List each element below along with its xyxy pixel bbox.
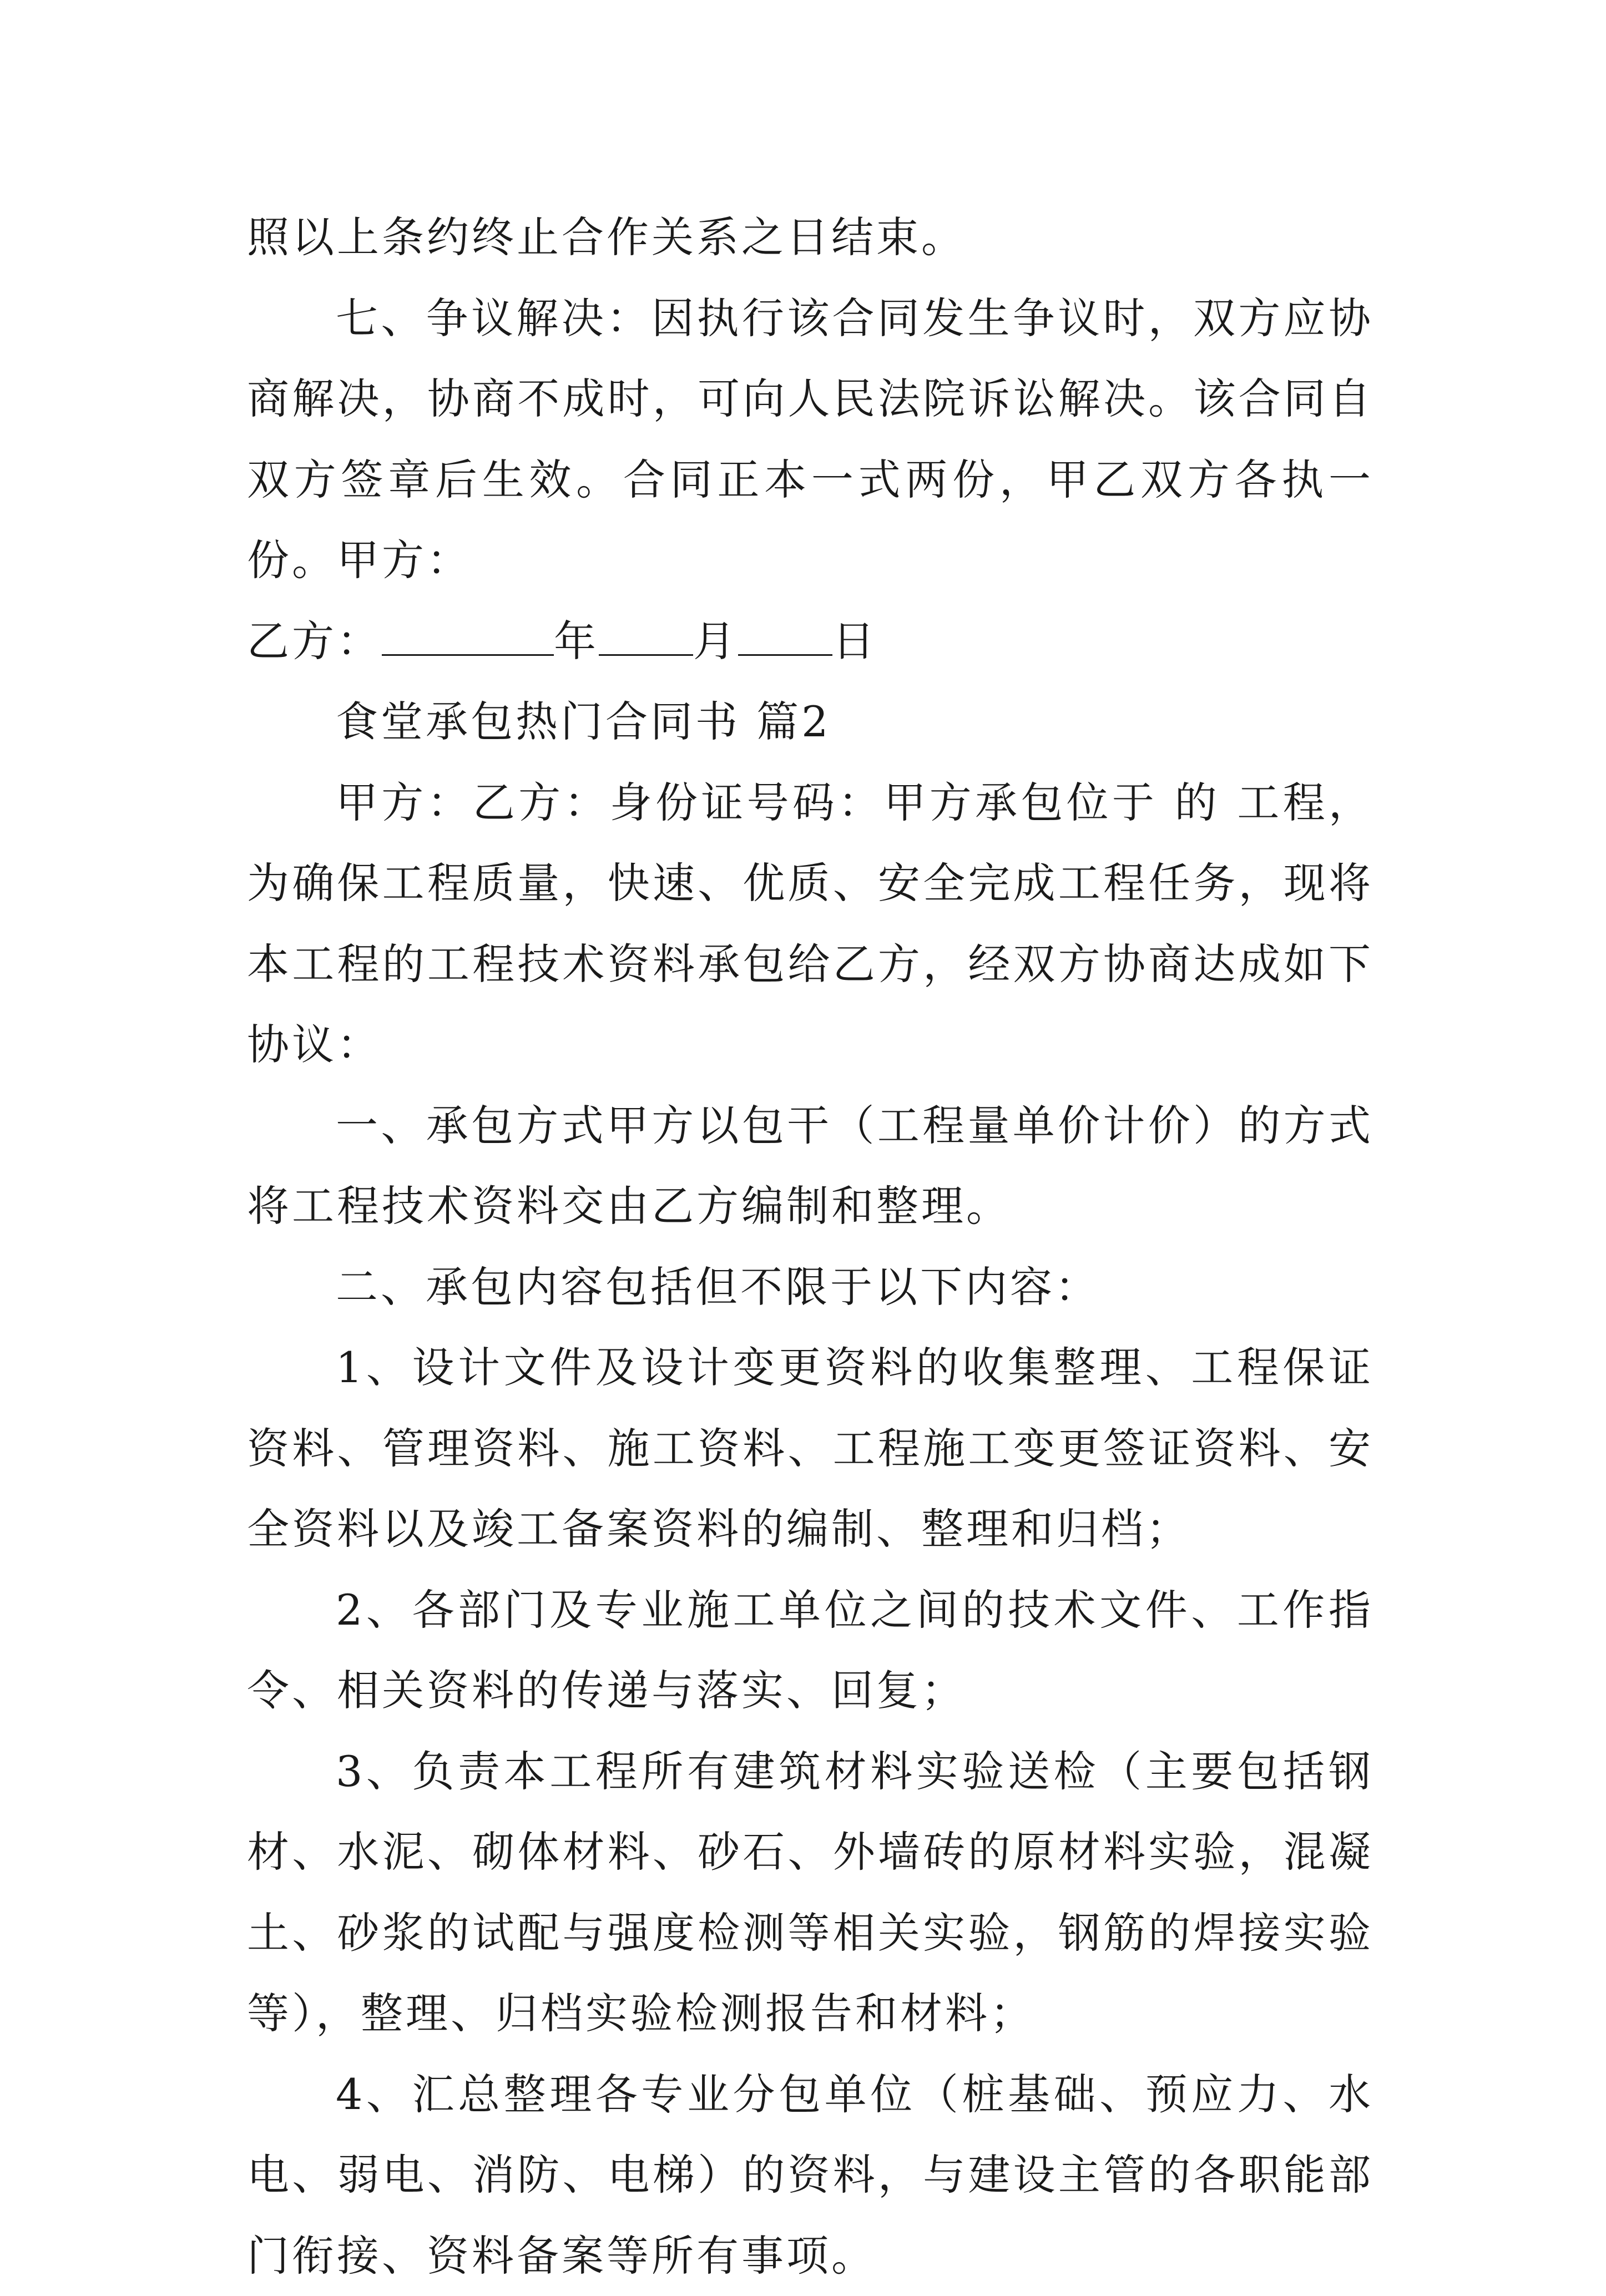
party-b-label: 乙方：	[247, 616, 382, 666]
month-label: 月	[693, 616, 738, 666]
paragraph-contract-scope: 二、承包内容包括但不限于以下内容：	[247, 1247, 1373, 1328]
party-b-blank	[382, 621, 554, 656]
paragraph-item-3: 3、负责本工程所有建筑材料实验送检（主要包括钢材、水泥、砌体材料、砂石、外墙砖的原材料实验，混凝土、砂浆的试配与强度检测等相关实验，钢筋的焊接实验等），整理、归档实验检测报告和材料；	[247, 1731, 1373, 2054]
paragraph-item-4: 4、汇总整理各专业分包单位（桩基础、预应力、水电、弱电、消防、电梯）的资料，与建设主管的各职能部门衔接、资料备案等所有事项。	[247, 2054, 1373, 2296]
paragraph-item-1: 1、设计文件及设计变更资料的收集整理、工程保证资料、管理资料、施工资料、工程施工变更签证资料、安全资料以及竣工备案资料的编制、整理和归档；	[247, 1327, 1373, 1570]
paragraph-contract-method: 一、承包方式甲方以包干（工程量单价计价）的方式将工程技术资料交由乙方编制和整理。	[247, 1085, 1373, 1247]
day-label: 日	[832, 616, 877, 666]
section-heading: 食堂承包热门合同书 篇2	[247, 681, 1373, 762]
month-blank	[599, 621, 693, 656]
paragraph-item-2: 2、各部门及专业施工单位之间的技术文件、工作指令、相关资料的传递与落实、回复；	[247, 1570, 1373, 1731]
paragraph-parties: 甲方：乙方：身份证号码：甲方承包位于 的 工程，为确保工程质量，快速、优质、安全完成工程任务，现将本工程的工程技术资料承包给乙方，经双方协商达成如下协议：	[247, 762, 1373, 1085]
paragraph-dispute-resolution: 七、争议解决：因执行该合同发生争议时，双方应协商解决，协商不成时，可向人民法院诉讼解决。该合同自双方签章后生效。合同正本一式两份，甲乙双方各执一份。甲方：	[247, 278, 1373, 601]
paragraph-continuation: 照以上条约终止合作关系之日结束。	[247, 197, 1373, 278]
day-blank	[738, 621, 832, 656]
document-body	[247, 197, 1373, 2296]
signature-line	[247, 601, 1373, 682]
year-label: 年	[554, 616, 599, 666]
